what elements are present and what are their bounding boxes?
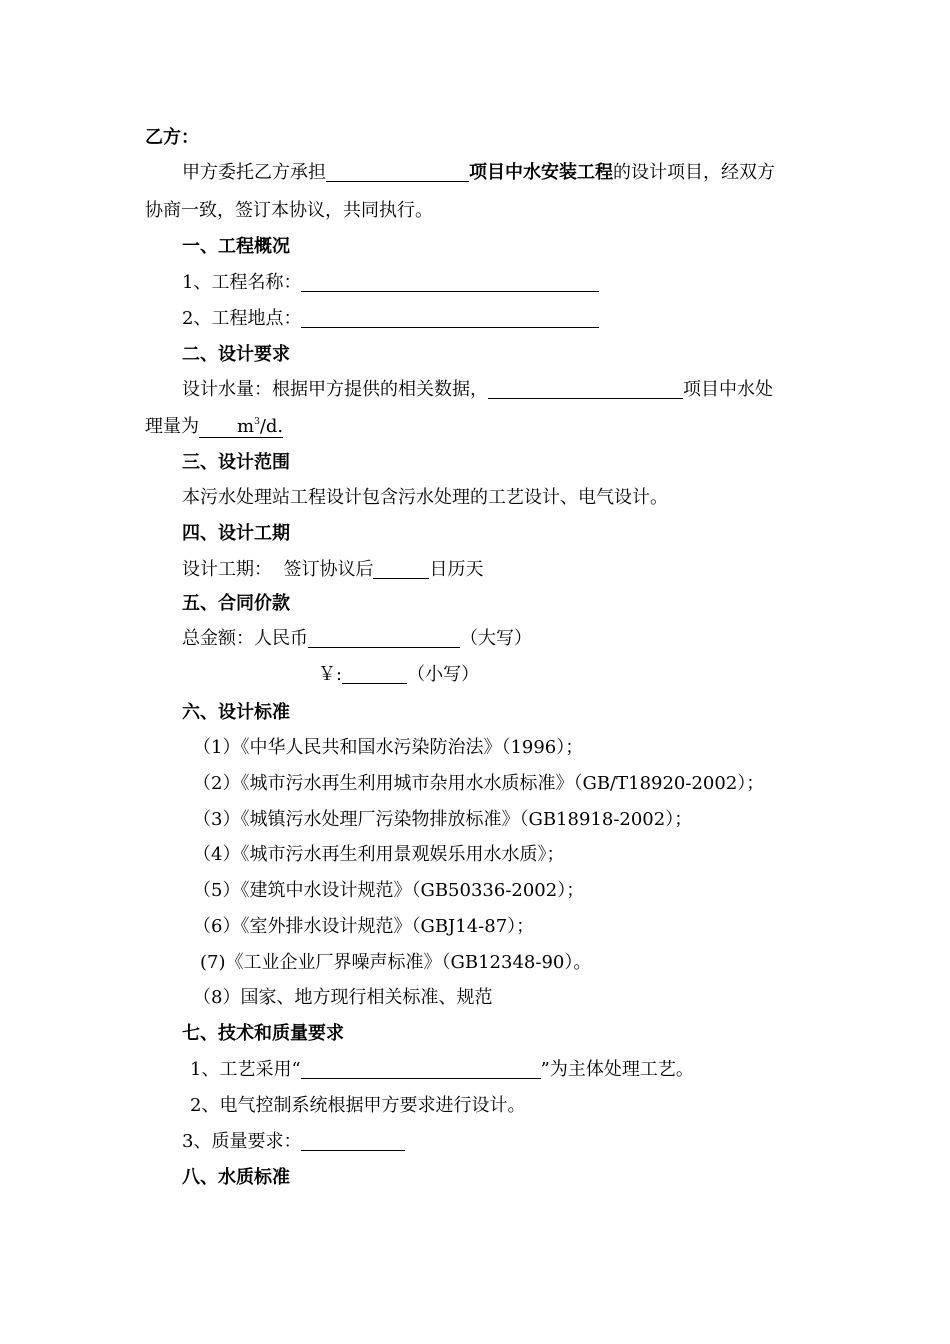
party-b-label: 乙方： xyxy=(145,127,199,148)
section-3-title: 三、设计范围 xyxy=(182,452,290,473)
design-scope-text: 本污水处理站工程设计包含污水处理的工艺设计、电气设计。 xyxy=(182,487,668,508)
quality-row xyxy=(182,1130,405,1154)
project-name-label: 1、工程名称： xyxy=(182,272,302,293)
total-amount-row xyxy=(182,627,532,651)
standard-item: （8）国家、地方现行相关标准、规范 xyxy=(193,987,493,1008)
total-amount-figure-row xyxy=(318,663,479,687)
process-blank xyxy=(301,1060,541,1079)
project-site-field xyxy=(301,309,599,328)
project-site-row xyxy=(182,307,599,331)
project-name-row xyxy=(182,271,599,295)
unit-d: /d. xyxy=(259,416,284,437)
intro-text: 甲方委托乙方承担 xyxy=(182,162,326,183)
project-name-blank xyxy=(326,163,469,182)
design-water-label: 设计水量：根据甲方提供的相关数据， xyxy=(182,379,488,400)
section-1-title: 一、工程概况 xyxy=(182,236,290,257)
section-5-title: 五、合同价款 xyxy=(182,593,290,614)
standard-item: （4）《城市污水再生利用景观娱乐用水水质》； xyxy=(193,844,565,865)
quality-blank xyxy=(301,1132,405,1151)
standard-item: （5）《建筑中水设计规范》（GB50336-2002）； xyxy=(193,880,585,901)
section-8-title: 八、水质标准 xyxy=(182,1167,290,1188)
standard-item: （1）《中华人民共和国水污染防治法》（1996）； xyxy=(193,737,584,758)
design-period-unit: 日历天 xyxy=(429,559,484,580)
section-2-title: 二、设计要求 xyxy=(182,344,290,365)
process-label: 1、工艺采用“ xyxy=(190,1059,301,1080)
total-amount-label: 总金额：人民币 xyxy=(182,628,308,649)
design-water-row xyxy=(182,378,773,402)
total-amount-figure-blank xyxy=(342,665,407,684)
design-water-row2 xyxy=(145,415,283,439)
intro-paragraph-line1 xyxy=(182,161,775,185)
treatment-volume-field xyxy=(199,416,283,438)
quality-label: 3、质量要求： xyxy=(182,1131,302,1152)
design-period-label: 设计工期： 签订协议后 xyxy=(182,559,374,580)
section-4-title: 四、设计工期 xyxy=(182,523,290,544)
intro-paragraph-line2: 协商一致，签订本协议，共同执行。 xyxy=(145,200,433,221)
total-amount-figure-note: （小写） xyxy=(407,664,480,685)
intro-text-cont: 的设计项目，经双方 xyxy=(613,162,775,183)
design-water-project-blank xyxy=(488,380,683,399)
unit-sup: 3 xyxy=(254,417,260,427)
electrical-control-text: 2、电气控制系统根据甲方要求进行设计。 xyxy=(190,1095,526,1116)
design-period-row xyxy=(182,558,483,582)
yen-label: ￥: xyxy=(318,664,343,685)
standard-item: （2）《城市污水再生利用城市杂用水水质标准》（GB/T18920-2002）； xyxy=(193,773,765,794)
standard-item: (7)《工业企业厂界噪声标准》（GB12348-90）。 xyxy=(200,952,592,973)
project-name-field xyxy=(301,273,599,292)
standard-item: （3）《城镇污水处理厂污染物排放标准》（GB18918-2002）； xyxy=(193,809,693,830)
standard-item: （6）《室外排水设计规范》（GBJ14-87）； xyxy=(193,916,535,937)
section-6-title: 六、设计标准 xyxy=(182,702,290,723)
design-water-cont: 项目中水处 xyxy=(683,379,773,400)
treatment-volume-label: 理量为 xyxy=(145,416,199,437)
design-period-blank xyxy=(373,560,429,579)
process-note: ”为主体处理工艺。 xyxy=(540,1059,694,1080)
section-7-title: 七、技术和质量要求 xyxy=(182,1023,344,1044)
total-amount-words-note: （大写） xyxy=(460,628,532,649)
unit-m: m xyxy=(237,416,255,437)
process-row xyxy=(190,1058,694,1082)
project-type-text: 项目中水安装工程 xyxy=(469,162,613,183)
total-amount-words-blank xyxy=(308,629,460,648)
project-site-label: 2、工程地点： xyxy=(182,308,302,329)
